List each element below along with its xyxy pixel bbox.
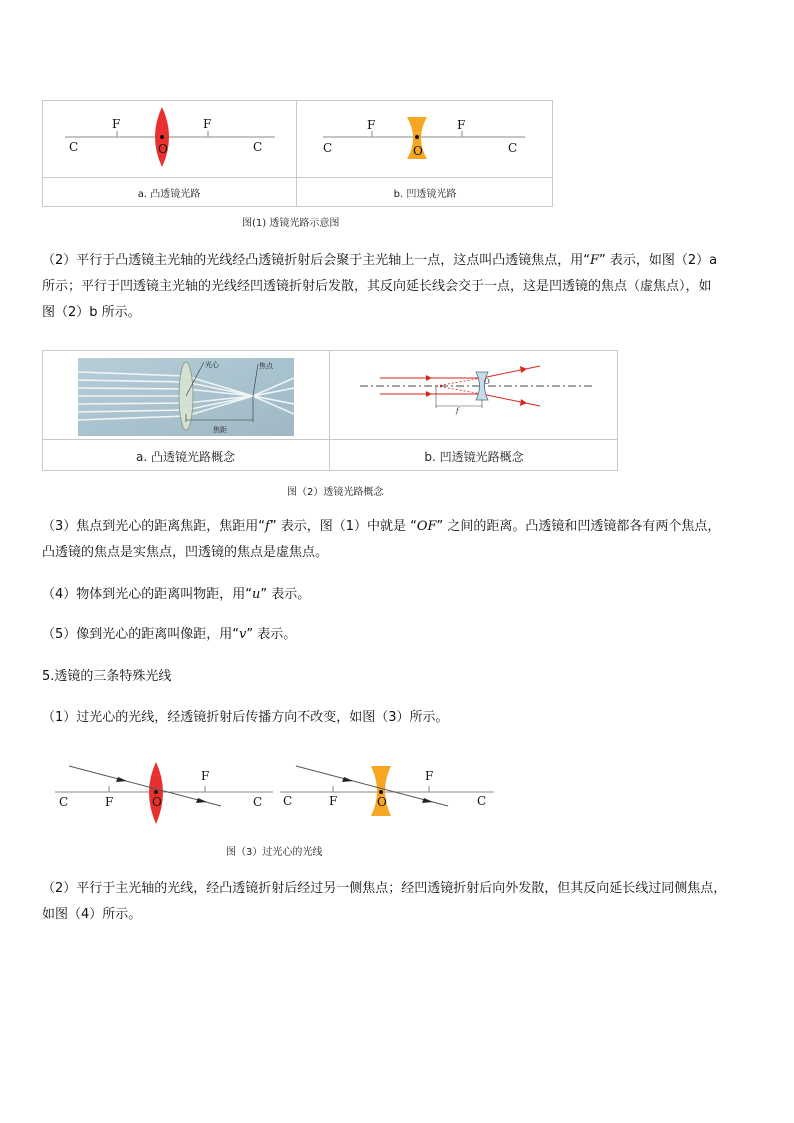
label-c-right: C — [253, 140, 263, 154]
convex-lens-photo — [78, 358, 294, 436]
symbol-OF: OF — [416, 519, 437, 534]
paragraph-object-distance — [42, 582, 772, 608]
concave-lens-concept — [360, 362, 596, 418]
label-c-right: C — [508, 141, 518, 155]
paragraph-image-distance — [42, 622, 772, 648]
label-o: O — [158, 142, 168, 156]
paragraph-focal-point — [42, 248, 772, 326]
convex-center-ray-diagram — [55, 758, 275, 828]
para5-pre: （5）像到光心的距离叫像距，用“ — [42, 627, 240, 642]
para7-line1: （2）平行于主光轴的光线，经凸透镜折射后经过另一侧焦点；经凹透镜折射后向外发散，但其反向延长线过同侧焦点， — [42, 881, 727, 896]
paragraph-focal-length — [42, 514, 772, 566]
label-f-right: F — [457, 118, 466, 132]
label-o: O — [152, 795, 162, 809]
figure-1a-caption: a. 凸透镜光路 — [137, 189, 201, 200]
label-f-left: F — [112, 117, 121, 131]
figure-1b-caption: b. 凹透镜光路 — [393, 189, 457, 200]
para2-line2: 所示；平行于凹透镜主光轴的光线经凹透镜折射后发散，其反向延长线会交于一点，这是凹透镜的焦点（虚焦点），如 — [42, 279, 712, 294]
figure-3-caption: 图（3）过光心的光线 — [226, 847, 323, 858]
para2-line3: 图（2）b 所示。 — [42, 305, 141, 320]
label-f-left: F — [105, 795, 114, 809]
label-optical-center: 光心 — [205, 361, 219, 369]
para4-pre: （4）物体到光心的距离叫物距，用“ — [42, 587, 253, 602]
label-c-left: C — [283, 794, 293, 808]
symbol-v: v — [239, 627, 247, 642]
symbol-f: f — [265, 519, 270, 534]
label-c-right: C — [253, 795, 263, 809]
para7-line2: 如图（4）所示。 — [42, 907, 142, 922]
label-o: O — [413, 144, 423, 158]
figure-2b-caption: b. 凹透镜光路概念 — [424, 450, 524, 464]
para4-post: ” 表示。 — [260, 587, 311, 602]
symbol-F: F — [590, 253, 600, 268]
paragraph-parallel-ray — [42, 876, 772, 928]
label-c-left: C — [69, 140, 79, 154]
label-f-left: F — [367, 118, 376, 132]
para3-line1-mid: ” 表示，图（1）中就是 “ — [269, 519, 417, 534]
para2-line1-post: ” 表示，如图（2）a — [599, 253, 718, 268]
label-c-left: C — [59, 795, 69, 809]
para3-line2: 凸透镜的焦点是实焦点，凹透镜的焦点是虚焦点。 — [42, 545, 329, 560]
label-o: O — [484, 378, 490, 386]
convex-lens-diagram — [43, 101, 295, 176]
concave-center-ray-diagram — [280, 758, 498, 828]
label-f-right: F — [203, 117, 212, 131]
para3-line1-post: ” 之间的距离。凸透镜和凹透镜都各有两个焦点， — [436, 519, 721, 534]
label-f-right: F — [425, 769, 434, 783]
label-o: O — [377, 795, 387, 809]
symbol-u: u — [252, 587, 261, 602]
para3-line1-pre: （3）焦点到光心的距离焦距，焦距用“ — [42, 519, 266, 534]
label-f: f — [456, 407, 459, 415]
label-focus: 焦点 — [259, 362, 273, 370]
figure-1-divider-horizontal — [42, 177, 553, 178]
figure-2-caption: 图（2）透镜光路概念 — [287, 487, 384, 498]
figure-2a-caption: a. 凸透镜光路概念 — [136, 450, 235, 464]
figure-1-caption: 图(1) 透镜光路示意图 — [242, 218, 340, 229]
label-f-left: F — [329, 794, 338, 808]
figure-2-divider-horizontal — [42, 439, 618, 440]
section-heading-special-rays: 5.透镜的三条特殊光线 — [42, 669, 172, 684]
para5-post: ” 表示。 — [246, 627, 297, 642]
label-c-left: C — [323, 141, 333, 155]
label-c-right: C — [477, 794, 487, 808]
concave-lens-diagram — [297, 101, 552, 176]
label-focal-length: 焦距 — [213, 426, 227, 434]
para2-line1-pre: （2）平行于凸透镜主光轴的光线经凸透镜折射后会聚于主光轴上一点，这点叫凸透镜焦点，用“ — [42, 253, 591, 268]
label-f-right: F — [201, 769, 210, 783]
paragraph-ray-through-center: （1）过光心的光线，经透镜折射后传播方向不改变，如图（3）所示。 — [42, 710, 449, 725]
